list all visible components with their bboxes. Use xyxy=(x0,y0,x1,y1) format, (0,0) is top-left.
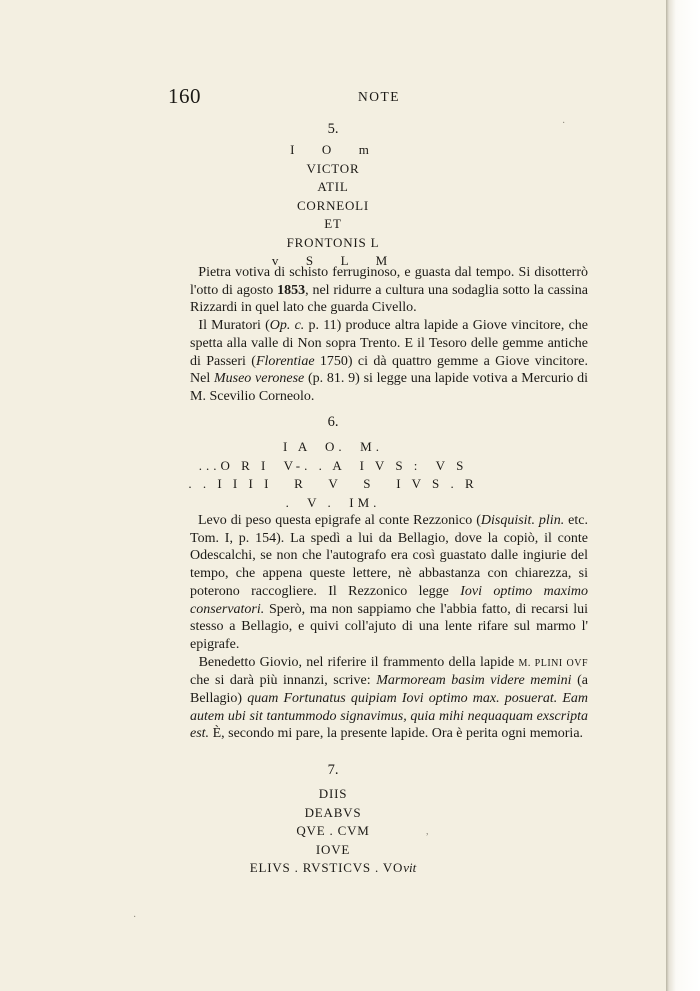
small-caps-text: M. PLINI OVF xyxy=(518,657,589,669)
text-run: Sperò, ma non sappiamo che l'abbia fatto, di recarsi lui stesso a Bellagio, e quivi coll'ajuto di una lente rifare sul marmo l' epigrafe. xyxy=(190,601,588,652)
inscription-text: ELIVS . RVSTICVS . VO xyxy=(249,860,404,875)
text-run: che si darà più innanzi, scrive: xyxy=(190,673,377,689)
inscription-line: QVE . CVM xyxy=(296,823,370,838)
paragraph xyxy=(190,264,588,317)
section-5-inscription xyxy=(0,119,666,271)
latin-text: Marmoream basim videre memini xyxy=(376,673,572,689)
section-7-inscription xyxy=(0,760,666,878)
inscription-line: I O m xyxy=(290,142,376,157)
inscription-line: ET xyxy=(324,216,342,231)
speck-mark: · xyxy=(133,912,137,923)
inscription-line: DIIS xyxy=(318,786,348,801)
inscription-line: CORNEOLI xyxy=(296,197,370,213)
year-text: 1853 xyxy=(277,282,306,298)
text-run: È, secondo mi pare, la presente lapide. Ora è perita ogni memoria. xyxy=(209,726,584,742)
inscription-line: . . I I I I R V S I V S . R xyxy=(188,476,478,491)
inscription-line: I A O. M. xyxy=(283,439,383,454)
text-run: 1750) ci dà quattro gemme a Giove vincitore. Nel xyxy=(190,353,588,387)
text-run: Levo di peso questa epigrafe al conte Rezzonico ( xyxy=(197,513,481,528)
text-run: p. 11) produce altra lapide a Giove vincitore, che spetta alla valle di Non sopra Trento. E il Tesoro delle gemme antiche di Passeri ( xyxy=(190,318,589,369)
inscription-line: . V . IM. xyxy=(285,494,381,510)
inscription-line: ...O R I V-. . A I V S : V S xyxy=(198,457,468,473)
citation-text: Museo veronese xyxy=(213,371,305,387)
inscription-line: v S L M xyxy=(271,253,395,268)
page-number: 160 xyxy=(168,84,201,108)
text-run: Pietra votiva di schisto ferruginoso, e guasta dal tempo. Si disotterrò l'otto di agosto xyxy=(190,265,589,298)
running-title: NOTE xyxy=(358,89,400,104)
section-6-commentary xyxy=(190,512,588,743)
section-number: 6. xyxy=(327,414,339,430)
section-number: 7. xyxy=(327,762,339,778)
text-run: Il Muratori ( xyxy=(198,318,270,334)
citation-text: Op. c. xyxy=(269,318,305,334)
text-run: (p. 81. 9) si legge una lapide votiva a Mercurio di M. Scevilio Corneolo. xyxy=(190,371,589,404)
latin-text: Iovi optimo maximo conservatori. xyxy=(190,583,588,617)
text-run: , nel ridurre a cultura una sodaglia sotto la cassina Rizzardi in quel lato che guarda Civello. xyxy=(190,282,588,316)
inscription-line: IOVE xyxy=(315,841,351,857)
text-run: etc. Tom. I, p. 154). La spedì a lui da Bellagio, dove la copiò, il conte Odescalchi, se non che l'autografo era così guastato dalle ingiurie del tempo, che appena queste lettere, nè abbastanza con chiarezza, si poterono raccogliere. Il Rezzonico legge xyxy=(190,513,588,599)
inscription-line: VICTOR xyxy=(306,160,360,176)
section-number: 5. xyxy=(327,121,339,137)
inscription-line: FRONTONIS L xyxy=(286,234,380,250)
section-5-commentary xyxy=(190,264,588,406)
section-6-inscription xyxy=(0,412,666,512)
speck-mark: · xyxy=(562,118,566,129)
paragraph xyxy=(190,512,588,654)
speck-mark: , xyxy=(426,826,429,837)
page-edge xyxy=(666,0,700,991)
inscription-line: DEABVS xyxy=(304,804,362,820)
paragraph xyxy=(190,317,588,406)
paragraph xyxy=(190,654,588,744)
citation-text: Disquisit. plin. xyxy=(480,513,565,528)
inscription-line xyxy=(0,859,666,878)
text-run: (a Bellagio) xyxy=(190,673,588,707)
text-run: Benedetto Giovio, nel riferire il frammento della lapide xyxy=(198,654,519,670)
inscription-line: ATIL xyxy=(317,179,349,194)
latin-text: quam Fortunatus quipiam Iovi optimo max. posuerat. Eam autem ubi sit tantummodo signavimus, quia mihi nequaquam exscripta est. xyxy=(190,691,588,742)
inscription-suffix: vit xyxy=(403,860,417,875)
citation-text: Florentiae xyxy=(255,353,315,369)
